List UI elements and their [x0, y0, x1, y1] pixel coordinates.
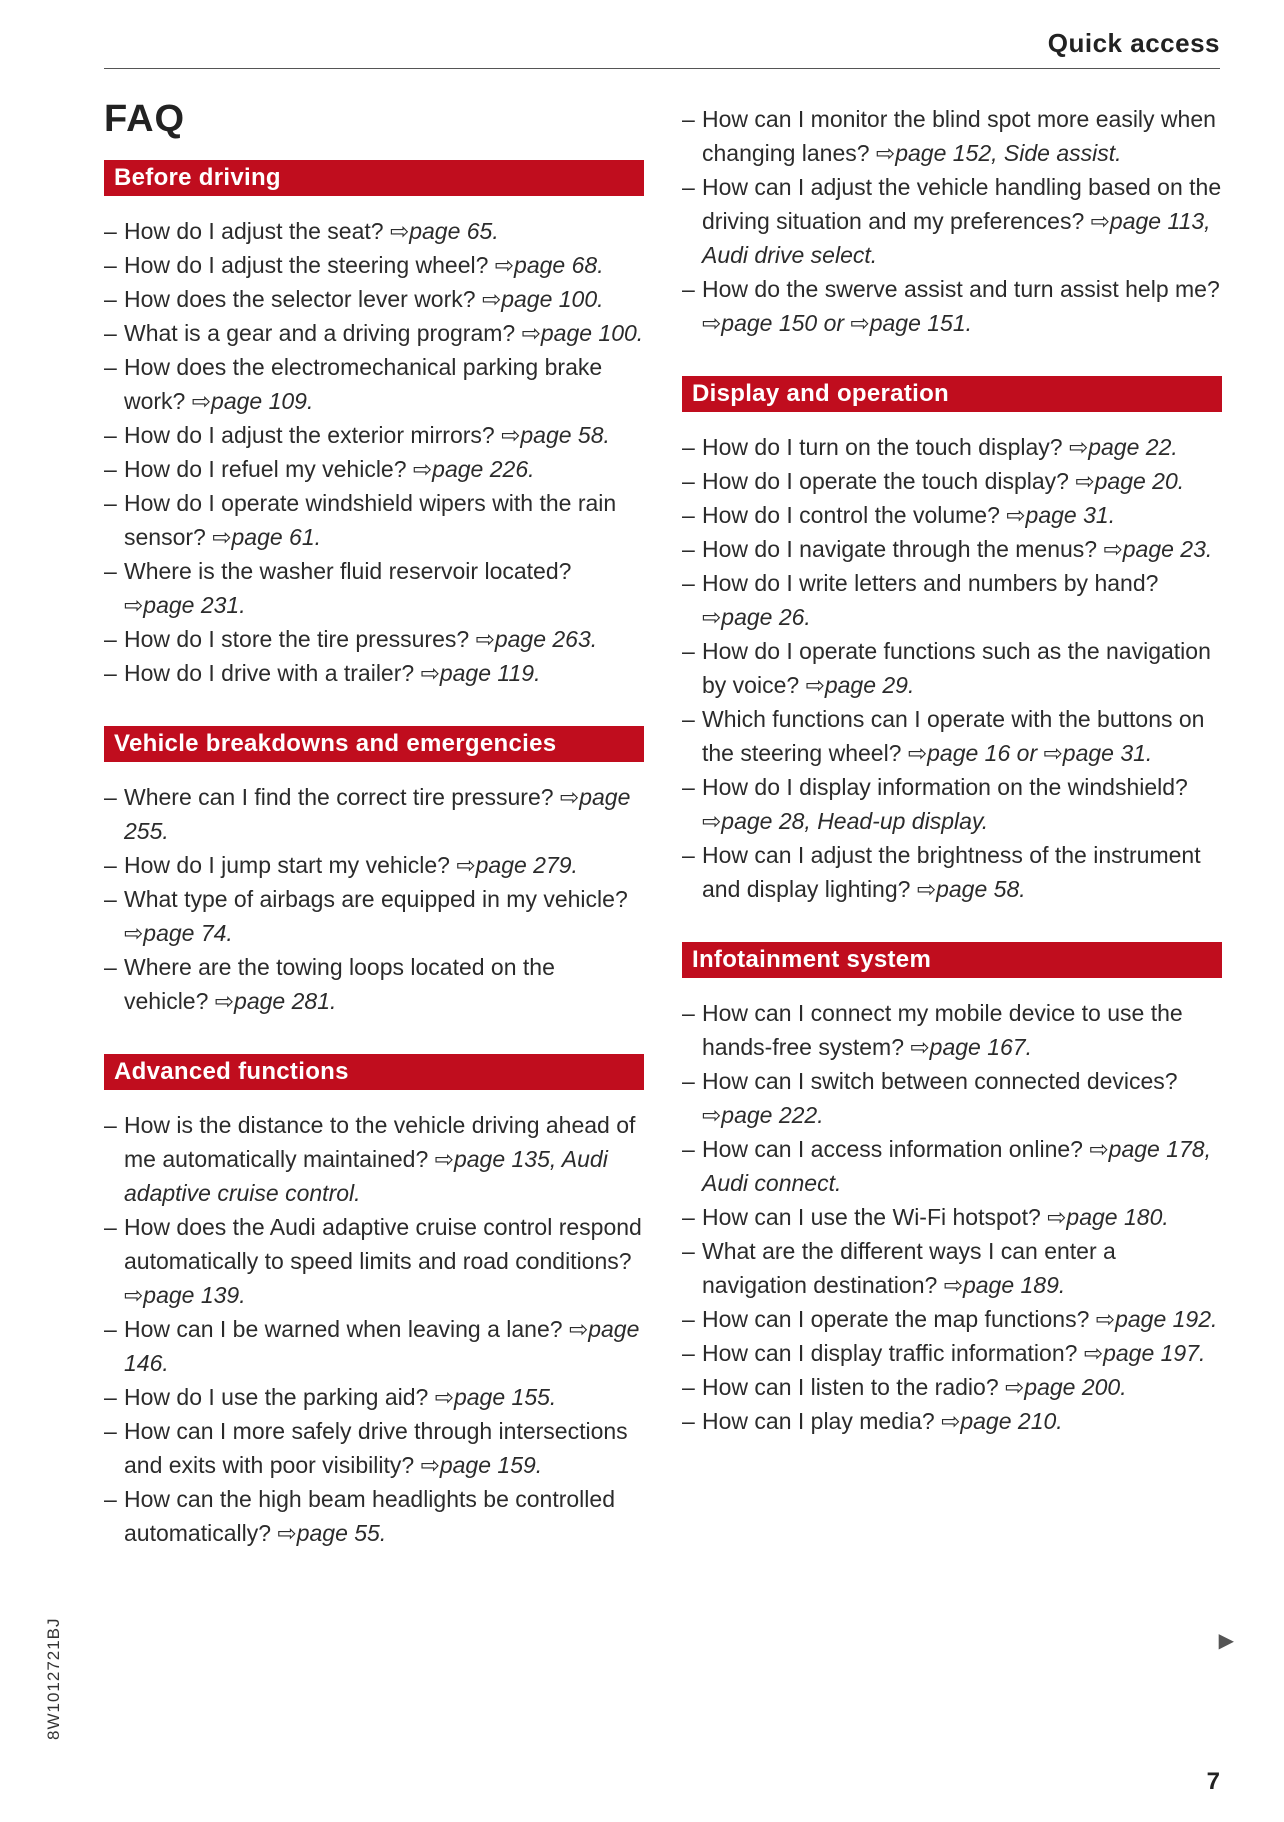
- faq-item: – How can I switch between connected devices? ⇨page 222.: [682, 1064, 1222, 1132]
- page-reference-link[interactable]: ⇨page 135, Audi adaptive cruise control.: [124, 1146, 608, 1206]
- faq-item: – How can I monitor the blind spot more easily when changing lanes? ⇨page 152, Side assist.: [682, 102, 1222, 170]
- faq-item: – How do I write letters and numbers by hand? ⇨page 26.: [682, 566, 1222, 634]
- faq-item: – How does the Audi adaptive cruise control respond automatically to speed limits and road conditions? ⇨page 139.: [104, 1210, 644, 1312]
- page-reference-link[interactable]: ⇨page 74.: [124, 920, 233, 946]
- page-reference-link[interactable]: ⇨page 100.: [521, 320, 644, 346]
- faq-item: – How do I adjust the exterior mirrors? ⇨page 58.: [104, 418, 644, 452]
- page-reference-link[interactable]: ⇨page 279.: [456, 852, 578, 878]
- section-display-and-operation: [682, 376, 1222, 906]
- faq-item: – Where can I find the correct tire pressure? ⇨page 255.: [104, 780, 644, 848]
- page-reference-link[interactable]: ⇨page 189.: [943, 1272, 1066, 1298]
- page-reference-link[interactable]: ⇨page 281.: [214, 988, 337, 1014]
- page-reference-link[interactable]: ⇨page 28, Head-up display.: [702, 808, 989, 834]
- page-reference-link[interactable]: ⇨page 65.: [389, 218, 499, 244]
- faq-item: – How is the distance to the vehicle driving ahead of me automatically maintained? ⇨page 135, Audi adaptive cruise control.: [104, 1108, 644, 1210]
- next-page-arrow-icon[interactable]: ▶: [1218, 1630, 1234, 1652]
- page-reference-link[interactable]: ⇨page 231.: [124, 592, 246, 618]
- page-reference-link[interactable]: ⇨page 197.: [1083, 1340, 1206, 1366]
- section-title: Before driving: [104, 160, 644, 196]
- page-reference-link[interactable]: ⇨page 222.: [702, 1102, 824, 1128]
- page-reference-link[interactable]: ⇨page 155.: [434, 1384, 557, 1410]
- faq-item: – How do I use the parking aid? ⇨page 155.: [104, 1380, 644, 1414]
- page-reference-link[interactable]: ⇨page 200.: [1005, 1374, 1127, 1400]
- faq-item: – How can I be warned when leaving a lane? ⇨page 146.: [104, 1312, 644, 1380]
- page-reference-link[interactable]: ⇨page 109.: [191, 388, 314, 414]
- faq-item: – What is a gear and a driving program? ⇨page 100.: [104, 316, 644, 350]
- faq-item: – How can I listen to the radio? ⇨page 200.: [682, 1370, 1222, 1404]
- page-reference-link[interactable]: ⇨page 192.: [1095, 1306, 1218, 1332]
- faq-item: – How can I play media? ⇨page 210.: [682, 1404, 1222, 1438]
- page-reference-link[interactable]: ⇨page 178, Audi connect.: [702, 1136, 1211, 1196]
- section-advanced-functions-continued: [682, 102, 1222, 340]
- page-reference-link[interactable]: ⇨page 150 or ⇨page 151.: [702, 310, 973, 336]
- faq-item: – How do I display information on the windshield? ⇨page 28, Head-up display.: [682, 770, 1222, 838]
- page-reference-link[interactable]: ⇨page 167.: [910, 1034, 1032, 1060]
- faq-item: – How can I operate the map functions? ⇨page 192.: [682, 1302, 1222, 1336]
- section-vehicle-breakdowns: [104, 726, 644, 1018]
- faq-item: – How do I refuel my vehicle? ⇨page 226.: [104, 452, 644, 486]
- page-reference-link[interactable]: ⇨page 31.: [1006, 502, 1116, 528]
- faq-item: – How can I adjust the brightness of the instrument and display lighting? ⇨page 58.: [682, 838, 1222, 906]
- faq-item: – How do the swerve assist and turn assist help me? ⇨page 150 or ⇨page 151.: [682, 272, 1222, 340]
- page-reference-link[interactable]: ⇨page 255.: [124, 784, 631, 844]
- faq-item: – Where are the towing loops located on the vehicle? ⇨page 281.: [104, 950, 644, 1018]
- faq-item: – How do I navigate through the menus? ⇨page 23.: [682, 532, 1222, 566]
- header-divider: [104, 68, 1220, 69]
- section-infotainment-system: [682, 942, 1222, 1438]
- faq-item: – How can I adjust the vehicle handling based on the driving situation and my preferences? ⇨page 113, Audi drive select.: [682, 170, 1222, 272]
- page-reference-link[interactable]: ⇨page 68.: [494, 252, 604, 278]
- page-reference-link[interactable]: ⇨page 26.: [702, 604, 811, 630]
- faq-item: – What are the different ways I can enter a navigation destination? ⇨page 189.: [682, 1234, 1222, 1302]
- faq-item: – How can I more safely drive through intersections and exits with poor visibility? ⇨page 159.: [104, 1414, 644, 1482]
- page-number: 7: [1206, 1768, 1220, 1795]
- faq-item: – How do I operate functions such as the navigation by voice? ⇨page 29.: [682, 634, 1222, 702]
- faq-item: – How do I turn on the touch display? ⇨page 22.: [682, 430, 1222, 464]
- faq-item: – How can I display traffic information? ⇨page 197.: [682, 1336, 1222, 1370]
- header-title: Quick access: [1047, 28, 1220, 58]
- page-reference-link[interactable]: ⇨page 29.: [805, 672, 915, 698]
- page-reference-link[interactable]: ⇨page 119.: [420, 660, 541, 686]
- section-before-driving: [104, 160, 644, 690]
- section-title: Advanced functions: [104, 1054, 644, 1090]
- faq-item: – How do I adjust the steering wheel? ⇨page 68.: [104, 248, 644, 282]
- page-reference-link[interactable]: ⇨page 113, Audi drive select.: [702, 208, 1211, 268]
- faq-item: – How can I use the Wi-Fi hotspot? ⇨page 180.: [682, 1200, 1222, 1234]
- faq-item: – What type of airbags are equipped in my vehicle? ⇨page 74.: [104, 882, 644, 950]
- section-advanced-functions: [104, 1054, 644, 1550]
- section-title: Vehicle breakdowns and emergencies: [104, 726, 644, 762]
- page-reference-link[interactable]: ⇨page 152, Side assist.: [875, 140, 1122, 166]
- page-reference-link[interactable]: ⇨page 61.: [212, 524, 322, 550]
- page-reference-link[interactable]: ⇨page 139.: [124, 1282, 246, 1308]
- page-reference-link[interactable]: ⇨page 100.: [481, 286, 604, 312]
- page-reference-link[interactable]: ⇨page 146.: [124, 1316, 640, 1376]
- faq-item: – How do I store the tire pressures? ⇨page 263.: [104, 622, 644, 656]
- faq-item: – How do I operate the touch display? ⇨page 20.: [682, 464, 1222, 498]
- faq-item: – How do I jump start my vehicle? ⇨page 279.: [104, 848, 644, 882]
- faq-item: – How do I drive with a trailer? ⇨page 119.: [104, 656, 644, 690]
- faq-item: – Where is the washer fluid reservoir located? ⇨page 231.: [104, 554, 644, 622]
- page-reference-link[interactable]: ⇨page 20.: [1075, 468, 1185, 494]
- section-title: Infotainment system: [682, 942, 1222, 978]
- right-column: [682, 102, 1222, 1474]
- section-title: Display and operation: [682, 376, 1222, 412]
- faq-item: – Which functions can I operate with the buttons on the steering wheel? ⇨page 16 or ⇨page 31.: [682, 702, 1222, 770]
- faq-item: – How can I access information online? ⇨page 178, Audi connect.: [682, 1132, 1222, 1200]
- faq-item: – How does the electromechanical parking brake work? ⇨page 109.: [104, 350, 644, 418]
- left-column: [104, 160, 644, 1586]
- faq-item: – How can the high beam headlights be controlled automatically? ⇨page 55.: [104, 1482, 644, 1550]
- page-title: FAQ: [104, 98, 186, 140]
- page-reference-link[interactable]: ⇨page 180.: [1047, 1204, 1169, 1230]
- page-reference-link[interactable]: ⇨page 58.: [501, 422, 610, 448]
- document-code: 8W1012721BJ: [44, 1617, 63, 1740]
- page-reference-link[interactable]: ⇨page 22.: [1068, 434, 1178, 460]
- page-reference-link[interactable]: ⇨page 55.: [277, 1520, 387, 1546]
- page-reference-link[interactable]: ⇨page 23.: [1103, 536, 1213, 562]
- page-reference-link[interactable]: ⇨page 58.: [916, 876, 1026, 902]
- page-reference-link[interactable]: ⇨page 16 or ⇨page 31.: [907, 740, 1153, 766]
- faq-item: – How does the selector lever work? ⇨page 100.: [104, 282, 644, 316]
- page-reference-link[interactable]: ⇨page 159.: [420, 1452, 543, 1478]
- faq-item: – How do I operate windshield wipers with the rain sensor? ⇨page 61.: [104, 486, 644, 554]
- faq-item: – How can I connect my mobile device to use the hands-free system? ⇨page 167.: [682, 996, 1222, 1064]
- faq-item: – How do I control the volume? ⇨page 31.: [682, 498, 1222, 532]
- page-reference-link[interactable]: ⇨page 226.: [412, 456, 535, 482]
- page-reference-link[interactable]: ⇨page 210.: [941, 1408, 1063, 1434]
- page-reference-link[interactable]: ⇨page 263.: [475, 626, 598, 652]
- faq-item: – How do I adjust the seat? ⇨page 65.: [104, 214, 644, 248]
